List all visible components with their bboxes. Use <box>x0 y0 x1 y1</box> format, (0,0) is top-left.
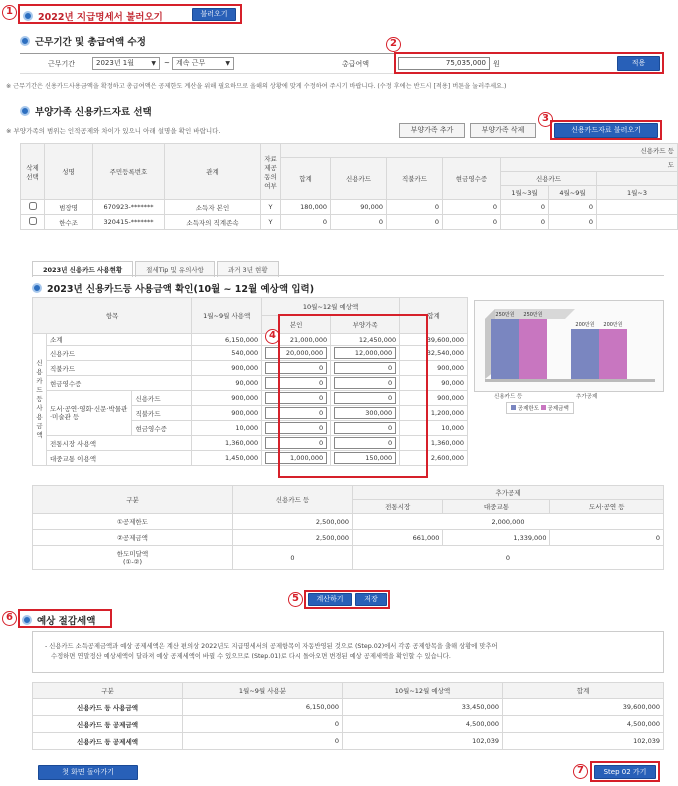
col-total: 합계 <box>400 298 468 334</box>
cell-dep: 12,450,000 <box>331 334 400 346</box>
dependent-input[interactable]: 0 <box>334 392 396 404</box>
marker-4: 4 <box>265 329 280 344</box>
col-relation: 관계 <box>165 144 261 200</box>
back-to-first-button[interactable]: 첫 화면 돌아가기 <box>38 765 138 780</box>
cell-blank <box>597 215 678 230</box>
col-debit: 직불카드 <box>387 158 443 200</box>
col-item: 항목 <box>33 298 192 334</box>
col-consent: 자료제공동의여부 <box>261 144 281 200</box>
cell-relation: 소득자의 직계존속 <box>165 215 261 230</box>
col-m19: 1월~9월 사용분 <box>183 683 343 699</box>
col-name: 성명 <box>45 144 93 200</box>
dropdown-arrow-icon: ▼ <box>151 60 156 67</box>
bullet-icon <box>32 283 42 293</box>
cell-credit: 2,500,000 <box>233 530 353 546</box>
dependent-input[interactable]: 12,000,000 <box>334 347 396 359</box>
table-row <box>33 514 664 530</box>
cell-m19: 1,450,000 <box>192 451 262 466</box>
dependent-input[interactable]: 150,000 <box>334 452 396 464</box>
col-m1012: 10월~12월 예상액 <box>262 298 400 316</box>
cell-self: 21,000,000 <box>262 334 331 346</box>
cell-consent: Y <box>261 200 281 215</box>
col-market: 전통시장 <box>353 500 443 514</box>
row-label: 직불카드 <box>132 406 192 421</box>
total-salary-input[interactable]: 75,035,000 <box>398 57 490 70</box>
limit-table <box>32 485 664 570</box>
bar-add-limit <box>571 329 599 379</box>
tab-divider <box>32 275 664 276</box>
cell-book: 0 <box>550 530 664 546</box>
cell-sum: 900,000 <box>400 361 468 376</box>
cell-m49: 0 <box>549 200 597 215</box>
cell-sum: 32,540,000 <box>400 346 468 361</box>
dropdown-arrow-icon: ▼ <box>225 60 230 67</box>
bar-credit-amount <box>519 319 547 379</box>
row-label: 대중교통 이용액 <box>46 451 191 466</box>
cell-relation: 소득자 본인 <box>165 200 261 215</box>
table-row <box>33 546 664 570</box>
cell-sum: 1,200,000 <box>400 406 468 421</box>
table-row <box>33 733 664 750</box>
col-blank <box>597 172 678 186</box>
cell-credit: 2,500,000 <box>233 514 353 530</box>
cell-m1012: 33,450,000 <box>343 699 503 716</box>
chart-legend <box>506 402 574 414</box>
col-sum: 합계 <box>281 158 331 200</box>
cell-m13: 0 <box>501 215 549 230</box>
dependent-input[interactable]: 0 <box>334 362 396 374</box>
period-to-value: 계속 근무 <box>176 59 206 67</box>
cell-sum: 39,600,000 <box>503 699 664 716</box>
bar-add-amount <box>599 329 627 379</box>
row-label: 신용카드 등 사용금액 <box>33 699 183 716</box>
bar-credit-limit <box>491 319 519 379</box>
cell-credit: 0 <box>331 215 387 230</box>
marker-1: 1 <box>2 5 17 20</box>
tab-history[interactable]: 과거 3년 현황 <box>217 261 279 277</box>
period-label: 근무기간 <box>48 60 76 68</box>
col-credit2: 신용카드 <box>501 172 597 186</box>
col-book: 도서·공연 등 <box>550 500 664 514</box>
row-label: ②공제금액 <box>33 530 233 546</box>
delete-dependent-button[interactable]: 부양가족 삭제 <box>470 123 536 138</box>
table-row <box>33 716 664 733</box>
bullet-icon <box>20 36 30 46</box>
col-m1012: 10월~12월 예상액 <box>343 683 503 699</box>
cell-blank <box>597 200 678 215</box>
bar-label-4: 200만원 <box>603 322 623 328</box>
col-credit: 신용카드 등 <box>233 486 353 514</box>
saving-description <box>32 631 664 673</box>
deduction-chart <box>474 300 664 392</box>
row-label: 신용카드 <box>46 346 191 361</box>
period-note: ※ 근무기간은 신용카드사용금액을 확정하고 총급여액은 공제한도 계산을 위해 필요하므로 올해의 상황에 맞게 수정하여 주시기 바랍니다. (수정 후에는 반드시 [적용] 버튼을 눌러주세요.) <box>6 83 507 90</box>
bar-label-1: 250만원 <box>495 312 515 318</box>
row-label: 현금영수증 <box>132 421 192 436</box>
marker-6: 6 <box>2 611 17 626</box>
row-label: 소계 <box>46 334 191 346</box>
dependents-note: ※ 부양가족의 범위는 인적공제와 차이가 있으니 아래 설명을 확인 바랍니다. <box>6 127 221 135</box>
col-dependent: 부양가족 <box>331 316 400 334</box>
cell-m49: 0 <box>549 215 597 230</box>
bullet-icon <box>20 106 30 116</box>
row-label: 한도미달액 <box>116 549 149 558</box>
section-expected-saving <box>22 613 95 627</box>
section-work-period <box>20 34 146 48</box>
cell-sum: 900,000 <box>400 391 468 406</box>
cell-cash: 0 <box>443 200 501 215</box>
desc-line-1: - 신용카드 소득공제금액과 예상 공제세액은 계산 편의상 2022년도 지급명세서의 공제항목이 자동반영된 것으로 (Step.02)에서 각종 공제항목을 출해 상황에 맞추어 <box>45 643 498 650</box>
dependents-table <box>20 143 678 230</box>
cell-m19: 1,360,000 <box>192 436 262 451</box>
legend-limit: 공제한도 <box>517 406 540 412</box>
self-input[interactable]: 0 <box>265 407 327 419</box>
self-input[interactable]: 0 <box>265 392 327 404</box>
load-statement-header <box>23 9 163 23</box>
col-m13b: 1월~3 <box>597 186 678 200</box>
cell-m1012: 102,039 <box>343 733 503 750</box>
col-m19: 1월~9월 사용액 <box>192 298 262 334</box>
cell-m19: 90,000 <box>192 376 262 391</box>
col-div: 구분 <box>33 683 183 699</box>
bullet-icon <box>22 615 32 625</box>
side-label: 신용카드등 사용금액 <box>33 334 47 466</box>
add-dependent-button[interactable]: 부양가족 추가 <box>399 123 465 138</box>
table-row <box>21 215 678 230</box>
apply-button[interactable]: 적용 <box>617 56 660 71</box>
row-label: 신용카드 <box>132 391 192 406</box>
section-title: 2023년 신용카드등 사용금액 확인(10월 ~ 12월 예상액 입력) <box>47 284 315 295</box>
row-label: 현금영수증 <box>46 376 191 391</box>
dependent-input[interactable]: 0 <box>334 422 396 434</box>
self-input[interactable]: 1,000,000 <box>265 452 327 464</box>
section-title: 예상 절감세액 <box>37 616 96 627</box>
col-div: 구분 <box>33 486 233 514</box>
cell-market: 661,000 <box>353 530 443 546</box>
cell-m19: 6,150,000 <box>183 699 343 716</box>
col-cash: 현금영수증 <box>443 158 501 200</box>
table-row <box>21 200 678 215</box>
calculate-button[interactable]: 계산하기 <box>308 593 352 606</box>
section-title: 부양가족 신용카드자료 선택 <box>35 107 152 118</box>
tab-usage[interactable]: 2023년 신용카드 사용현황 <box>32 261 133 277</box>
chart-svg <box>475 301 663 391</box>
marker-2: 2 <box>386 37 401 52</box>
cell-m19: 10,000 <box>192 421 262 436</box>
tilde: ~ <box>164 59 170 67</box>
total-salary-label: 총급여액 <box>342 60 370 68</box>
col-m13: 1월~3월 <box>501 186 549 200</box>
cell-sum: 0 <box>281 215 331 230</box>
table-row <box>33 699 664 716</box>
cell-sum: 2,600,000 <box>400 451 468 466</box>
section-usage <box>32 281 314 295</box>
cell-cash: 0 <box>443 215 501 230</box>
chart-floor <box>485 379 655 382</box>
self-input[interactable]: 0 <box>265 377 327 389</box>
col-delete: 삭제선택 <box>21 144 45 200</box>
cell-credit: 0 <box>233 546 353 570</box>
cell-m19: 0 <box>183 716 343 733</box>
col-add: 추가공제 <box>353 486 664 500</box>
cell-m19: 6,150,000 <box>192 334 262 346</box>
cell-rrn: 320415-******* <box>93 215 165 230</box>
marker-7: 7 <box>573 764 588 779</box>
row-label: 전통시장 사용액 <box>46 436 191 451</box>
col-transit: 대중교통 <box>443 500 550 514</box>
bar-label-3: 200만원 <box>575 322 595 328</box>
col-do: 도 <box>501 158 678 172</box>
legend-swatch-limit <box>511 405 516 410</box>
row-label-formula: (①-②) <box>122 557 143 566</box>
legend-swatch-amount <box>541 405 546 410</box>
marker-3: 3 <box>538 112 553 127</box>
cell-debit: 0 <box>387 215 443 230</box>
cell-sum: 39,600,000 <box>400 334 468 346</box>
cell-sum: 102,039 <box>503 733 664 750</box>
col-rrn: 주민등록번호 <box>93 144 165 200</box>
section-title: 근무기간 및 총급여액 수정 <box>35 37 146 48</box>
cell-credit: 90,000 <box>331 200 387 215</box>
self-input[interactable]: 0 <box>265 437 327 449</box>
cell-sum: 90,000 <box>400 376 468 391</box>
cell-sum: 180,000 <box>281 200 331 215</box>
cell-sum: 1,360,000 <box>400 436 468 451</box>
won-unit: 원 <box>493 60 500 68</box>
period-to-select[interactable] <box>172 57 234 70</box>
cell-consent: Y <box>261 215 281 230</box>
table-row <box>33 530 664 546</box>
step02-button[interactable]: Step 02 가기 <box>594 765 656 779</box>
legend-amount: 공제금액 <box>547 406 569 412</box>
cell-add-limit: 2,000,000 <box>353 514 664 530</box>
cell-m19: 0 <box>183 733 343 750</box>
cell-m19: 900,000 <box>192 406 262 421</box>
chart-x-label-1: 신용카드 등 <box>494 394 523 400</box>
bar-label-2: 250만원 <box>523 312 543 318</box>
marker-5: 5 <box>288 592 303 607</box>
period-from-select[interactable] <box>92 57 160 70</box>
row-label: 신용카드 등 공제세액 <box>33 733 183 750</box>
dependent-input[interactable]: 300,000 <box>334 407 396 419</box>
dependent-input[interactable]: 0 <box>334 377 396 389</box>
section-dependents <box>20 104 152 118</box>
cell-m19: 900,000 <box>192 391 262 406</box>
col-self: 본인 <box>262 316 331 334</box>
dependent-input[interactable]: 0 <box>334 437 396 449</box>
row-checkbox[interactable] <box>29 202 37 210</box>
col-credit: 신용카드 <box>331 158 387 200</box>
row-label: ①공제한도 <box>33 514 233 530</box>
cell-name: 범장명 <box>45 200 93 215</box>
self-input[interactable]: 0 <box>265 362 327 374</box>
cell-m19: 900,000 <box>192 361 262 376</box>
cell-sum: 4,500,000 <box>503 716 664 733</box>
period-from-value: 2023년 1월 <box>96 59 135 67</box>
load-statement-button[interactable]: 불러오기 <box>192 8 236 21</box>
row-label: 직불카드 <box>46 361 191 376</box>
col-m49: 4월~9월 <box>549 186 597 200</box>
saving-table <box>32 682 664 750</box>
culture-label: 도서·공연·영화·신문·박물관·미술관 등 <box>46 391 132 436</box>
self-input[interactable]: 20,000,000 <box>265 347 327 359</box>
load-card-data-button[interactable]: 신용카드자료 불러오기 <box>554 123 658 138</box>
cell-m19: 540,000 <box>192 346 262 361</box>
cell-rrn: 670923-******* <box>93 200 165 215</box>
cell-m13: 0 <box>501 200 549 215</box>
cell-sum: 10,000 <box>400 421 468 436</box>
save-button[interactable]: 저장 <box>355 593 387 606</box>
bullet-icon <box>23 11 33 21</box>
col-sum: 합계 <box>503 683 664 699</box>
cell-debit: 0 <box>387 200 443 215</box>
cell-transit: 1,339,000 <box>443 530 550 546</box>
col-credit-etc: 신용카드 등 <box>281 144 678 158</box>
cell-name: 한수조 <box>45 215 93 230</box>
row-label: 신용카드 등 공제금액 <box>33 716 183 733</box>
tab-tips[interactable]: 절세Tip 및 유의사항 <box>135 261 215 277</box>
self-input[interactable]: 0 <box>265 422 327 434</box>
header-title: 2022년 지급명세서 불러오기 <box>38 12 163 23</box>
highlight-4 <box>278 314 428 478</box>
chart-x-label-2: 추가공제 <box>576 394 598 400</box>
cell-add-short: 0 <box>353 546 664 570</box>
desc-line-2: 수정하면 연말정산 예상세액이 달라져 예상 공제세액이 바뀔 수 있으므로 (Step.01)로 다시 돌아오면 변경된 예상 공제세액을 확인할 수 있습니다. <box>51 653 451 660</box>
cell-m1012: 4,500,000 <box>343 716 503 733</box>
row-checkbox[interactable] <box>29 217 37 225</box>
